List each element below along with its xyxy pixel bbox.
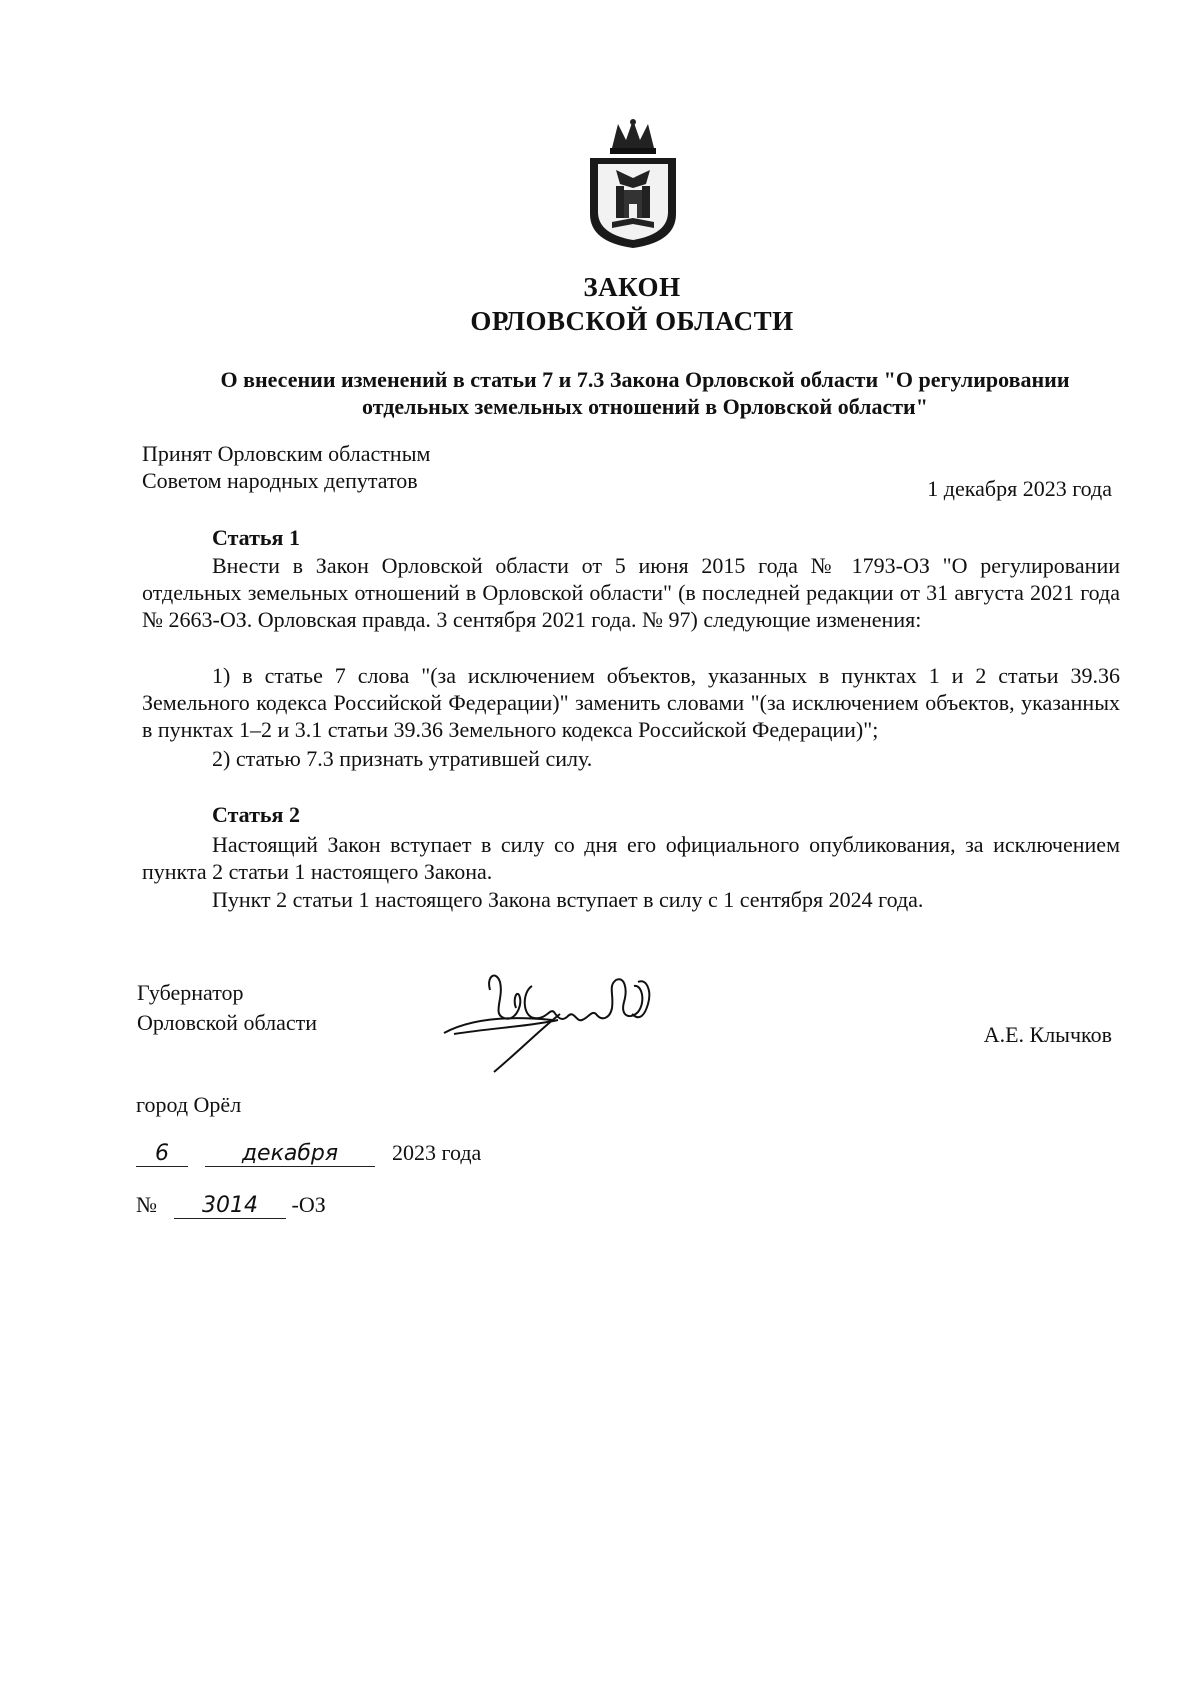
law-subject-line1: О внесении изменений в статьи 7 и 7.3 Закона Орловской области "О регулировании [220,367,1070,392]
law-subject [160,366,1130,420]
governor-name: А.Е. Клычков [983,1022,1112,1047]
law-number-value: 3014 [174,1194,286,1219]
adoption-date: 1 декабря 2023 года [927,476,1112,501]
signing-month: декабря [205,1142,375,1167]
signing-day: 6 [136,1142,188,1167]
article-1-paragraph-2 [142,662,1120,743]
law-title: ЗАКОН [583,272,681,302]
article-1-paragraph-1 [142,552,1120,633]
governor-title-line1: Губернатор [137,980,244,1005]
city: город Орёл [136,1092,242,1117]
article-2-paragraph-1-text: Настоящий Закон вступает в силу со дня его официального опубликования, за исключением пункта 2 статьи 1 настоящего Закона. [142,832,1120,884]
coat-of-arms-emblem [582,118,684,250]
law-region: ОРЛОВСКОЙ ОБЛАСТИ [470,306,794,336]
governor-title [137,978,317,1038]
law-subject-line2: отдельных земельных отношений в Орловской области" [362,394,928,419]
article-2-heading: Статья 2 [212,802,300,827]
signing-year: 2023 года [392,1140,482,1165]
governor-title-line2: Орловской области [137,1010,317,1035]
adopted-by-line1: Принят Орловским областным [142,441,431,466]
article-1-paragraph-2-text: 1) в статье 7 слова "(за исключением объектов, указанных в пунктах 1 и 2 статьи 39.36 Земельного кодекса Российской Федерации)" заменить словами "(за исключением объектов, указанных в пунктах 1–2 и 3.1 статьи 39.36 Земельного кодекса Российской Федерации)"; [142,663,1120,742]
article-1-paragraph-1-text: Внести в Закон Орловской области от 5 июня 2015 года № 1793-ОЗ "О регулировании отдельных земельных отношений в Орловской области" (в последней редакции от 31 августа 2021 года № 2663-ОЗ. Орловская правда. 3 сентября 2021 года. № 97) следующие изменения: [142,553,1120,632]
adopted-by [142,440,430,494]
law-number-prefix: № [136,1192,157,1217]
article-2-paragraph-1 [142,831,1120,885]
signing-date [136,1140,481,1167]
governor-signature [442,968,682,1076]
law-number [136,1192,326,1219]
adopted-by-line2: Советом народных депутатов [142,468,418,493]
article-1-paragraph-3 [142,745,1120,772]
article-2-paragraph-2-text: Пункт 2 статьи 1 настоящего Закона вступает в силу с 1 сентября 2024 года. [212,887,924,912]
article-2-paragraph-2 [142,886,1120,913]
law-number-suffix: -ОЗ [291,1192,326,1217]
article-1-heading: Статья 1 [212,525,300,550]
article-1-paragraph-3-text: 2) статью 7.3 признать утратившей силу. [212,746,593,771]
